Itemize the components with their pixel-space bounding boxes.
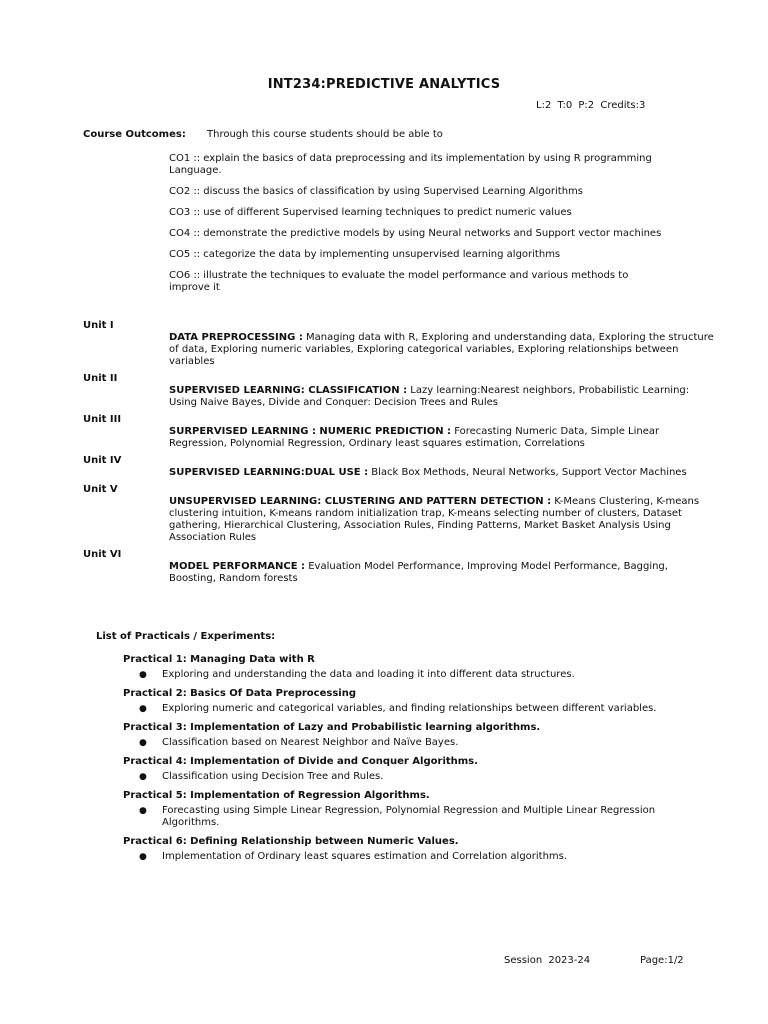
course-outcome-item: CO6 :: illustrate the techniques to evaluate the model performance and various methods to improve it bbox=[169, 270, 629, 293]
practical-bullet-text: Exploring numeric and categorical variables, and finding relationships between different variables. bbox=[162, 703, 657, 714]
practical-heading: Practical 5: Implementation of Regression Algorithms. bbox=[123, 790, 430, 801]
practical-item bbox=[123, 836, 683, 863]
practical-bullet-item bbox=[123, 703, 683, 715]
practical-bullet-text: Classification based on Nearest Neighbor and Naïve Bayes. bbox=[162, 737, 459, 748]
course-outcome-item: CO4 :: demonstrate the predictive models by using Neural networks and Support vector machines bbox=[169, 228, 662, 239]
course-outcomes-label: Course Outcomes: bbox=[83, 129, 186, 140]
unit-section bbox=[83, 319, 723, 368]
bullet-icon: ● bbox=[139, 772, 147, 782]
course-outcomes-intro: Through this course students should be able to bbox=[207, 129, 443, 140]
practical-item bbox=[123, 722, 683, 749]
practical-item bbox=[123, 688, 683, 715]
unit-content bbox=[169, 561, 714, 585]
unit-section bbox=[83, 454, 723, 479]
unit-text: Black Box Methods, Neural Networks, Support Vector Machines bbox=[368, 467, 687, 478]
bullet-icon: ● bbox=[139, 806, 147, 816]
unit-text: Lazy learning:Nearest neighbors, Probabilistic Learning: Using Naive Bayes, Divide and Conquer: Decision Trees and Rules bbox=[169, 385, 690, 408]
practicals-title: List of Practicals / Experiments: bbox=[96, 631, 276, 642]
practical-bullet-item bbox=[123, 669, 683, 681]
course-outcome-item: CO1 :: explain the basics of data preprocessing and its implementation by using R programming Language. bbox=[169, 153, 652, 176]
practical-heading: Practical 2: Basics Of Data Preprocessing bbox=[123, 688, 356, 699]
unit-section bbox=[83, 548, 723, 585]
bullet-icon: ● bbox=[139, 738, 147, 748]
unit-label: Unit II bbox=[83, 373, 118, 384]
unit-section bbox=[83, 483, 723, 544]
practical-heading: Practical 4: Implementation of Divide and Conquer Algorithms. bbox=[123, 756, 478, 767]
session-label: Session 2023-24 bbox=[504, 955, 591, 966]
unit-heading: MODEL PERFORMANCE : bbox=[169, 561, 306, 572]
practical-bullet-item bbox=[123, 771, 683, 783]
units-list bbox=[83, 319, 723, 589]
practical-bullet-text: Classification using Decision Tree and Rules. bbox=[162, 771, 384, 782]
course-outcome-item: CO5 :: categorize the data by implementing unsupervised learning algorithms bbox=[169, 249, 561, 260]
unit-content bbox=[169, 385, 714, 409]
practical-bullet-item bbox=[123, 851, 683, 863]
unit-label: Unit III bbox=[83, 414, 122, 425]
unit-label: Unit IV bbox=[83, 455, 122, 466]
unit-label: Unit V bbox=[83, 484, 118, 495]
course-outcomes-list bbox=[169, 153, 669, 303]
unit-label: Unit VI bbox=[83, 549, 122, 560]
unit-section bbox=[83, 372, 723, 409]
practical-bullet-text: Exploring and understanding the data and loading it into different data structures. bbox=[162, 669, 575, 680]
unit-heading: SUPERVISED LEARNING:DUAL USE : bbox=[169, 467, 369, 478]
unit-text: K-Means Clustering, K-means clustering intuition, K-means random initialization trap, K-means selecting number of clusters, Dataset gathering, Hierarchical Clustering, Association Rules, Finding Patterns, Market Basket Analysis Using Association Rules bbox=[169, 496, 700, 543]
practical-item bbox=[123, 756, 683, 783]
unit-content bbox=[169, 332, 714, 368]
course-outcome-item: CO2 :: discuss the basics of classification by using Supervised Learning Algorithms bbox=[169, 186, 583, 197]
unit-content bbox=[169, 467, 714, 479]
practicals-list bbox=[123, 654, 683, 870]
bullet-icon: ● bbox=[139, 670, 147, 680]
unit-heading: DATA PREPROCESSING : bbox=[169, 332, 303, 343]
practical-bullet-text: Forecasting using Simple Linear Regression, Polynomial Regression and Multiple Linear Regression Algorithms. bbox=[162, 805, 656, 828]
bullet-icon: ● bbox=[139, 852, 147, 862]
practical-heading: Practical 6: Defining Relationship between Numeric Values. bbox=[123, 836, 459, 847]
unit-section bbox=[83, 413, 723, 450]
practical-item bbox=[123, 654, 683, 681]
unit-heading: UNSUPERVISED LEARNING: CLUSTERING AND PATTERN DETECTION : bbox=[169, 496, 552, 507]
course-title: INT234:PREDICTIVE ANALYTICS bbox=[267, 77, 501, 92]
unit-heading: SUPERVISED LEARNING: CLASSIFICATION : bbox=[169, 385, 408, 396]
practical-bullet-item bbox=[123, 805, 683, 829]
unit-text: Managing data with R, Exploring and understanding data, Exploring the structure of data, Exploring numeric variables, Exploring categorical variables, Exploring relationships between variables bbox=[169, 332, 714, 367]
course-outcome-item: CO3 :: use of different Supervised learning techniques to predict numeric values bbox=[169, 207, 572, 218]
unit-text: Evaluation Model Performance, Improving Model Performance, Bagging, Boosting, Random forests bbox=[169, 561, 668, 584]
bullet-icon: ● bbox=[139, 704, 147, 714]
unit-content bbox=[169, 426, 714, 450]
practical-item bbox=[123, 790, 683, 829]
practical-heading: Practical 3: Implementation of Lazy and Probabilistic learning algorithms. bbox=[123, 722, 541, 733]
unit-heading: SURPERVISED LEARNING : NUMERIC PREDICTION : bbox=[169, 426, 452, 437]
unit-content bbox=[169, 496, 714, 544]
credits-info: L:2 T:0 P:2 Credits:3 bbox=[536, 100, 646, 111]
page-number: Page:1/2 bbox=[640, 955, 684, 966]
unit-text: Forecasting Numeric Data, Simple Linear Regression, Polynomial Regression, Ordinary least squares estimation, Correlations bbox=[169, 426, 660, 449]
unit-label: Unit I bbox=[83, 320, 114, 331]
practical-bullet-item bbox=[123, 737, 683, 749]
practical-bullet-text: Implementation of Ordinary least squares estimation and Correlation algorithms. bbox=[162, 851, 568, 862]
practical-heading: Practical 1: Managing Data with R bbox=[123, 654, 315, 665]
